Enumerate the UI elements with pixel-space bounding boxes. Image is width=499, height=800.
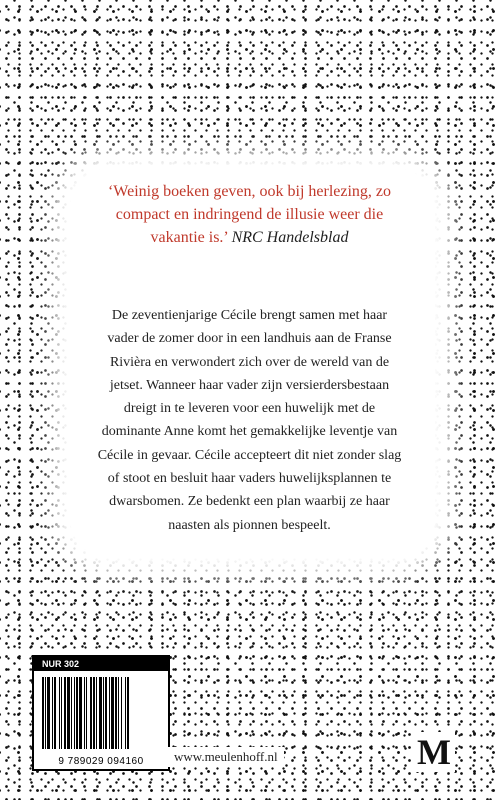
quote-line-3	[0, 226, 499, 249]
barcode-bar	[79, 677, 82, 749]
barcode-bar	[96, 677, 97, 749]
description-line: of stoot en besluit haar vaders huwelijksplannen te	[107, 471, 392, 487]
barcode-bar	[127, 677, 129, 749]
barcode-bar	[47, 677, 50, 749]
quote-line-3-text: vakantie is.’	[150, 229, 228, 246]
barcode-bar	[105, 677, 107, 749]
description-line: De zeventienjarige Cécile brengt samen met haar	[111, 308, 388, 323]
barcode-bar	[93, 677, 95, 749]
barcode-bar	[52, 677, 53, 749]
barcode-bar	[111, 677, 114, 749]
nur-code: NUR 302	[34, 657, 168, 671]
barcode-bar	[74, 677, 75, 749]
description-line: dreigt in te leveren voor een huwelijk met de	[123, 401, 376, 417]
barcode-bar	[59, 677, 60, 749]
barcode-bar	[54, 677, 56, 749]
barcode-bar	[118, 677, 119, 749]
barcode-bar	[125, 677, 126, 749]
publisher-website: www.meulenhoff.nl	[168, 747, 284, 767]
isbn-number: 9 789029 094160	[58, 756, 144, 767]
description-line: dominante Anne komt het gemakkelijke leventje van	[101, 424, 398, 440]
barcode-bar	[115, 677, 117, 749]
barcode-bar	[45, 677, 46, 749]
description-line: jetset. Wanneer haar vader zijn versierdersbestaan	[109, 377, 390, 393]
description-line: dwarsbomen. Ze bedenkt een plan waarbij ze haar	[109, 494, 390, 510]
barcode-bar	[109, 677, 110, 749]
barcode-bar	[90, 677, 92, 749]
description-line: vader de zomer door in een landhuis aan de Franse	[107, 331, 392, 347]
description-line: Rivièra en verwondert zich over de wereld van de	[109, 354, 390, 370]
barcode-bar	[76, 677, 78, 749]
barcode-bar	[42, 677, 44, 749]
description-line: Cécile in gevaar. Cécile accepteert dit niet zonder slag	[97, 447, 402, 463]
barcode-label	[32, 655, 170, 771]
quote-line-1: ‘Weinig boeken geven, ook bij herlezing, zo	[107, 183, 392, 200]
barcode-bar	[86, 677, 87, 749]
review-quote	[0, 180, 499, 249]
barcode-bar	[64, 677, 66, 749]
barcode-bar	[84, 677, 85, 749]
barcode-bar	[67, 677, 70, 749]
book-description	[0, 304, 499, 537]
barcode-bar	[99, 677, 102, 749]
barcode-bars	[42, 677, 160, 749]
barcode-bar	[61, 677, 62, 749]
barcode-bar	[121, 677, 122, 749]
publisher-logo: M	[413, 732, 455, 772]
quote-source: NRC Handelsblad	[231, 229, 349, 246]
quote-line-2: compact en indringend de illusie weer die	[115, 206, 384, 223]
barcode-bar	[71, 677, 72, 749]
barcode-bar	[103, 677, 104, 749]
description-line: naasten als pionnen bespeelt.	[168, 517, 331, 533]
